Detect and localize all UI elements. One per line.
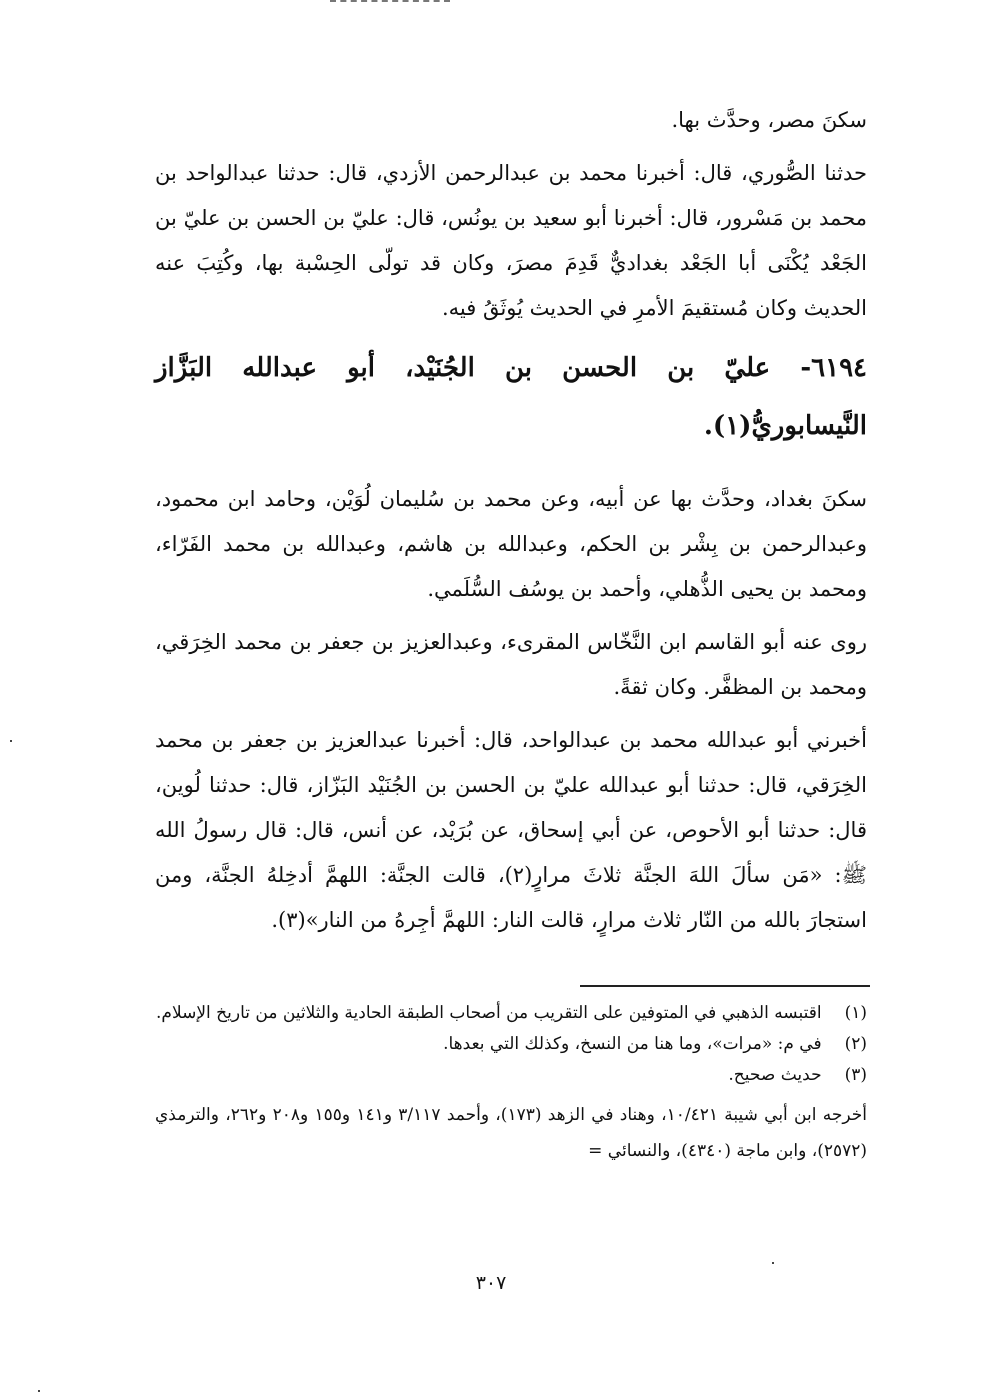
paragraph-isnad: حدثنا الصُّوري، قال: أخبرنا محمد بن عبدالرحمن الأزدي، قال: حدثنا عبدالواحد بن محمد بن مَسْرور، قال: أخبرنا أبو سعيد بن يونُس، قال: عليّ بن الحسن بن عليّ بن الجَعْد يُكْنَى أبا الجَعْد بغداديٌّ قَدِمَ مصرَ، وكان قد تولّى الحِسْبة بها، وكُتِبَ عنه الحديث وكان مُستقيمَ الأمرِ في الحديث يُوثَقُ فيه. [155,161,867,320]
footnote-text: حديث صحيح. [728,1065,822,1085]
footnote-text: اقتبسه الذهبي في المتوفين على التقريب من أصحاب الطبقة الحادية والثلاثين من تاريخ الإسلام. [156,1003,822,1023]
main-text [155,98,867,951]
footnotes [155,998,867,1169]
header-scan-artifact [330,0,450,8]
footnote-number: (٣) [844,1065,867,1085]
scan-speck [10,740,12,742]
footnote-3 [155,1060,867,1091]
paragraph-students: روى عنه أبو القاسم ابن النَّخّاس المقرىء، وعبدالعزيز بن جعفر بن محمد الخِرَقي، ومحمد بن المظفَّر. وكان ثقةً. [155,630,867,699]
footnote-number: (٢) [844,1034,867,1054]
scan-speck [772,1262,774,1264]
footnote-number: (١) [844,1003,867,1023]
scan-speck [38,1390,40,1392]
footnote-text: في م: «مرات»، وما هنا من النسخ، وكذلك التي بعدها. [443,1034,822,1054]
footnote-2 [155,1029,867,1060]
page-number: ٣٠٧ [475,1272,507,1294]
footnote-continuation: أخرجه ابن أبي شيبة ١٠/٤٢١، وهناد في الزهد (١٧٣)، وأحمد ٣/١١٧ و١٤١ و١٥٥ و٢٠٨ و٢٦٢، والترمذي (٢٥٧٢)، وابن ماجة (٤٣٤٠)، والنسائي = [155,1105,867,1161]
footnote-divider [580,985,870,987]
paragraph-hadith: أخبرني أبو عبدالله محمد بن عبدالواحد، قال: أخبرنا عبدالعزيز بن جعفر بن محمد الخِرَقي، قال: حدثنا أبو عبدالله عليّ بن الحسن بن الجُنَيْد البَزّاز، قال: حدثنا لُوين، قال: حدثنا أبو الأحوص، عن أبي إسحاق، عن بُرَيْد، عن أنس، قال: قال رسولُ الله ﷺ: «مَن سألَ اللهَ الجنَّة ثلاثَ مرارٍ(٢)، قالت الجنَّة: اللهمَّ أدخِلهُ الجنَّة، ومن استجارَ بالله من النّار ثلاث مرارٍ، قالت النار: اللهمَّ أجِرهُ من النار»(٣). [155,728,867,932]
footnote-1 [155,998,867,1029]
entry-heading: ٦١٩٤- عليّ بن الحسن بن الجُنَيْد، أبو عبدالله البَزَّاز النَّيسابوريُّ(١). [155,353,867,441]
paragraph-teachers: سكنَ بغداد، وحدَّث بها عن أبيه، وعن محمد بن سُليمان لُوَيْن، وحامد ابن محمود، وعبدالرحمن بن بِشْر بن الحكم، وعبدالله بن هاشم، وعبدالله بن محمد الفَرّاء، ومحمد بن يحيى الذُّهلي، وأحمد بن يوسُف السُّلَمي. [155,487,867,601]
paragraph-intro: سكنَ مصر، وحدَّث بها. [671,108,867,132]
